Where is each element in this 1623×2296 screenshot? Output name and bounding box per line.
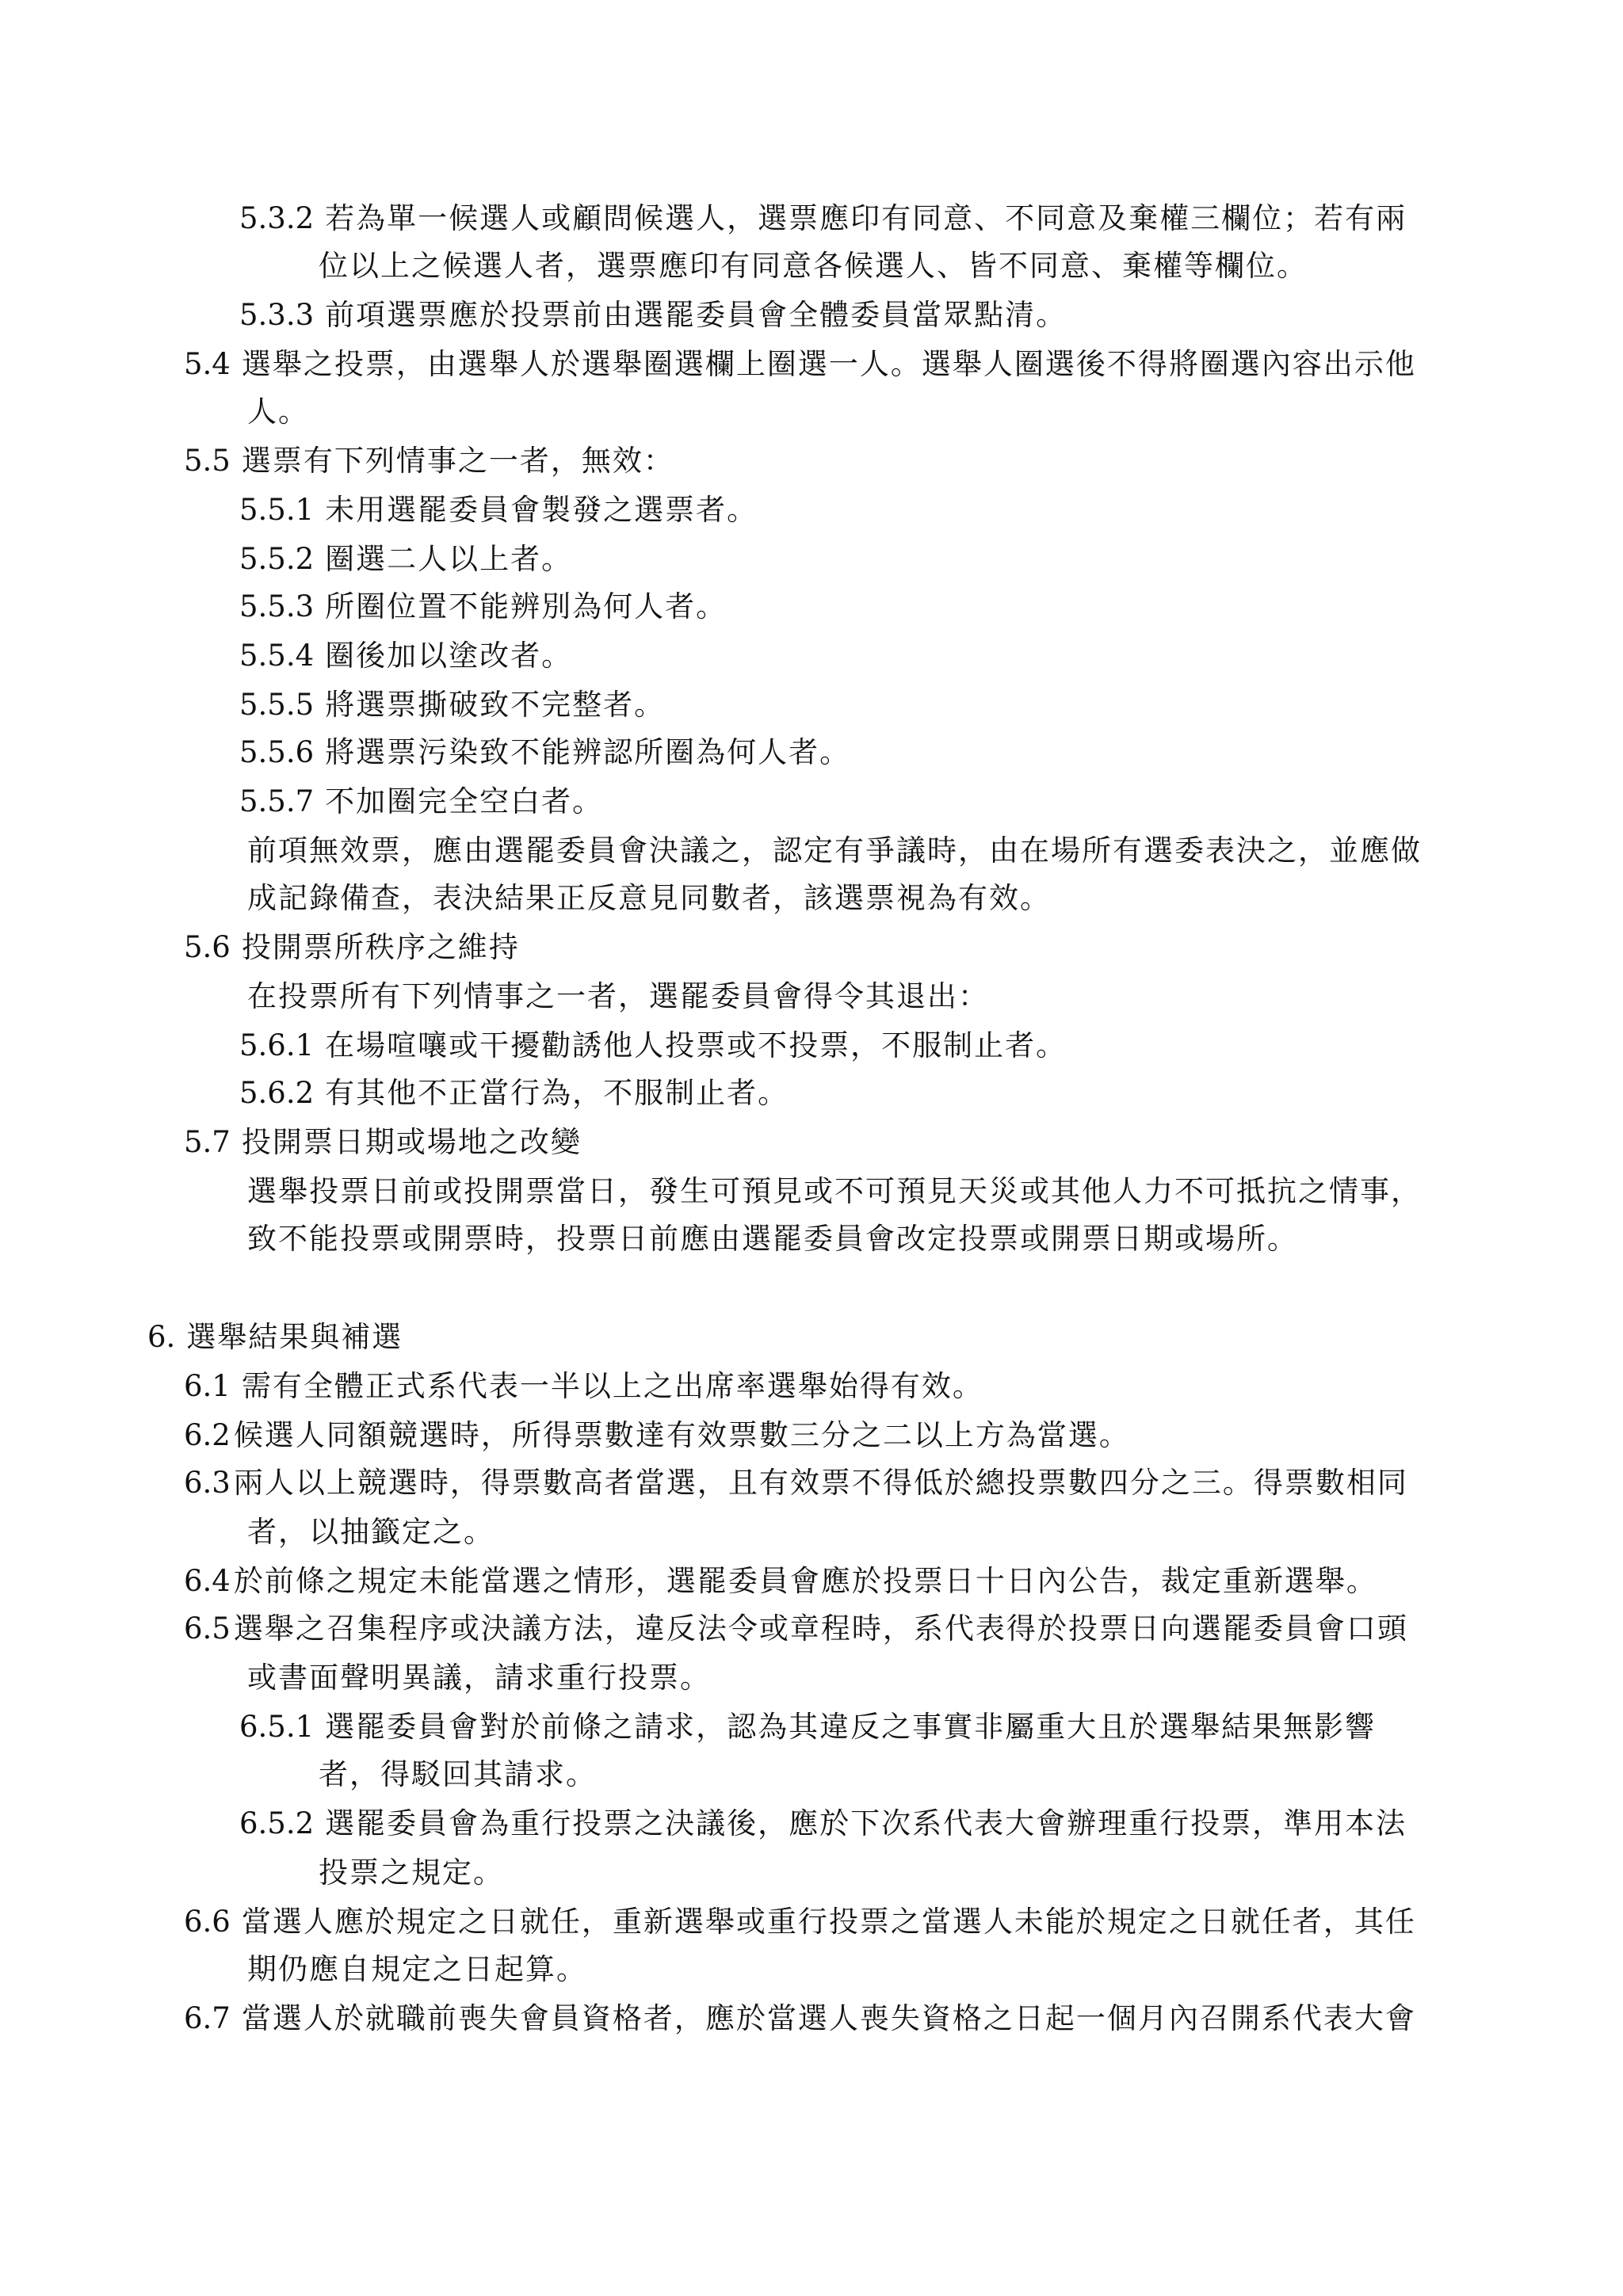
- clause-5-7-body: [247, 1173, 1422, 1211]
- clause-text: 不加圈完全空白者。: [325, 784, 604, 818]
- clause-number: 5.5.6: [239, 735, 315, 769]
- clause-text: 需有全體正式系代表一半以上之出席率選舉始得有效。: [241, 1369, 983, 1403]
- clause-number: 5.6.2: [239, 1076, 315, 1110]
- clause-text: 人。: [247, 395, 309, 429]
- clause-text: 兩人以上競選時，得票數高者當選，且有效票不得低於總投票數四分之三。得票數相同: [233, 1466, 1408, 1500]
- clause-6-5: [184, 1610, 1408, 1648]
- clause-5-5-4: [239, 637, 572, 675]
- clause-6-5-1: [239, 1708, 1376, 1746]
- clause-6-5-1-continued: [319, 1756, 597, 1794]
- clause-5-6-1: [239, 1027, 1067, 1065]
- clause-6-4: [184, 1562, 1377, 1600]
- clause-6-2: [184, 1417, 1130, 1455]
- clause-text: 當選人於就職前喪失會員資格者，應於當選人喪失資格之日起一個月內召開系代表大會: [241, 2001, 1416, 2035]
- clause-text: 選舉之召集程序或決議方法，違反法令或章程時，系代表得於投票日向選罷委員會口頭: [233, 1611, 1408, 1646]
- clause-text: 所圈位置不能辨別為何人者。: [325, 589, 727, 624]
- clause-text: 者，得駁回其請求。: [319, 1757, 597, 1791]
- clause-number: 5.5.4: [239, 639, 315, 673]
- clause-text: 圈後加以塗改者。: [325, 639, 573, 673]
- clause-5-5-1: [239, 491, 758, 529]
- clause-5-5-note: [247, 832, 1422, 870]
- clause-text: 在場喧嚷或干擾勸誘他人投票或不投票，不服制止者。: [325, 1028, 1067, 1062]
- clause-text: 未用選罷委員會製發之選票者。: [325, 493, 758, 527]
- clause-number: 6.: [147, 1320, 176, 1354]
- clause-5-4-continued: [247, 393, 309, 431]
- clause-5-7: [184, 1123, 582, 1161]
- clause-text: 投開票所秩序之維持: [241, 930, 520, 964]
- clause-text: 若為單一候選人或顧問候選人，選票應印有同意、不同意及棄權三欄位；若有兩: [325, 201, 1407, 235]
- clause-6-6-continued: [247, 1951, 587, 1989]
- clause-text: 或書面聲明異議，請求重行投票。: [247, 1661, 711, 1695]
- clause-text: 選舉結果與補選: [186, 1320, 403, 1354]
- clause-text: 前項無效票，應由選罷委員會決議之，認定有爭議時，由在場所有選委表決之，並應做: [247, 833, 1422, 868]
- clause-5-5-5: [239, 686, 665, 724]
- clause-text: 成記錄備查，表決結果正反意見同數者，該選票視為有效。: [247, 881, 1051, 915]
- clause-text: 位以上之候選人者，選票應印有同意各候選人、皆不同意、棄權等欄位。: [319, 249, 1308, 283]
- clause-number: 6.4: [184, 1564, 231, 1598]
- clause-number: 6.6: [184, 1905, 231, 1939]
- clause-number: 6.7: [184, 2001, 231, 2035]
- clause-number: 5.4: [184, 347, 231, 381]
- clause-text: 投開票日期或場地之改變: [241, 1125, 582, 1159]
- clause-number: 6.1: [184, 1369, 231, 1403]
- clause-text: 在投票所有下列情事之一者，選罷委員會得令其退出：: [247, 979, 989, 1013]
- clause-number: 5.5.5: [239, 688, 315, 722]
- clause-5-5-7: [239, 783, 603, 821]
- clause-6-3: [184, 1464, 1408, 1502]
- clause-6-1: [184, 1367, 983, 1405]
- clause-5-5-3: [239, 588, 727, 626]
- clause-6-3-continued: [247, 1513, 495, 1551]
- clause-number: 5.7: [184, 1125, 231, 1159]
- clause-number: 6.2: [184, 1418, 231, 1452]
- clause-text: 於前條之規定未能當選之情形，選罷委員會應於投票日十日內公告，裁定重新選舉。: [233, 1564, 1377, 1598]
- clause-text: 選罷委員會為重行投票之決議後，應於下次系代表大會辦理重行投票，準用本法: [325, 1806, 1407, 1840]
- clause-text: 選票有下列情事之一者，無效：: [241, 444, 674, 478]
- clause-number: 6.3: [184, 1466, 231, 1500]
- clause-6-6: [184, 1903, 1416, 1941]
- clause-text: 前項選票應於投票前由選罷委員會全體委員當眾點清。: [325, 298, 1067, 332]
- clause-5-6: [184, 929, 520, 967]
- clause-number: 6.5: [184, 1611, 231, 1646]
- clause-number: 5.6.1: [239, 1028, 315, 1062]
- clause-5-3-3: [239, 296, 1067, 334]
- clause-number: 5.6: [184, 930, 231, 964]
- clause-text: 選舉之投票，由選舉人於選舉圈選欄上圈選一人。選舉人圈選後不得將圈選內容出示他: [241, 347, 1416, 381]
- clause-number: 5.5.7: [239, 784, 315, 818]
- clause-number: 5.5: [184, 444, 231, 478]
- clause-5-5-6: [239, 734, 850, 772]
- clause-5-5: [184, 442, 674, 480]
- clause-5-3-2: [239, 200, 1407, 238]
- clause-5-6-intro: [247, 978, 989, 1016]
- clause-number: 5.3.3: [239, 298, 315, 332]
- clause-6-5-continued: [247, 1659, 711, 1697]
- section-6-heading: [147, 1318, 403, 1356]
- clause-number: 5.5.2: [239, 542, 315, 576]
- clause-text: 投票之規定。: [319, 1855, 504, 1890]
- clause-5-7-body-continued: [247, 1220, 1298, 1258]
- clause-number: 6.5.1: [239, 1710, 315, 1744]
- clause-text: 候選人同額競選時，所得票數達有效票數三分之二以上方為當選。: [233, 1418, 1130, 1452]
- clause-text: 有其他不正當行為，不服制止者。: [325, 1076, 789, 1110]
- clause-6-5-2-continued: [319, 1854, 504, 1892]
- clause-5-6-2: [239, 1074, 789, 1112]
- clause-number: 5.5.1: [239, 493, 315, 527]
- clause-number: 6.5.2: [239, 1806, 315, 1840]
- clause-text: 期仍應自規定之日起算。: [247, 1952, 587, 1986]
- clause-text: 將選票污染致不能辨認所圈為何人者。: [325, 735, 851, 769]
- clause-text: 選罷委員會對於前條之請求，認為其違反之事實非屬重大且於選舉結果無影響: [325, 1710, 1377, 1744]
- clause-5-5-2: [239, 540, 572, 578]
- clause-text: 致不能投票或開票時，投票日前應由選罷委員會改定投票或開票日期或場所。: [247, 1222, 1298, 1256]
- clause-text: 圈選二人以上者。: [325, 542, 573, 576]
- clause-number: 5.3.2: [239, 201, 315, 235]
- clause-text: 者，以抽籤定之。: [247, 1515, 495, 1549]
- clause-5-3-2-continued: [319, 247, 1308, 285]
- clause-6-5-2: [239, 1805, 1407, 1843]
- clause-text: 將選票撕破致不完整者。: [325, 688, 666, 722]
- clause-5-5-note-continued: [247, 879, 1051, 917]
- clause-6-7: [184, 2000, 1416, 2038]
- clause-number: 5.5.3: [239, 589, 315, 624]
- clause-text: 選舉投票日前或投開票當日，發生可預見或不可預見天災或其他人力不可抵抗之情事，: [247, 1174, 1422, 1208]
- clause-text: 當選人應於規定之日就任，重新選舉或重行投票之當選人未能於規定之日就任者，其任: [241, 1905, 1416, 1939]
- clause-5-4: [184, 345, 1416, 383]
